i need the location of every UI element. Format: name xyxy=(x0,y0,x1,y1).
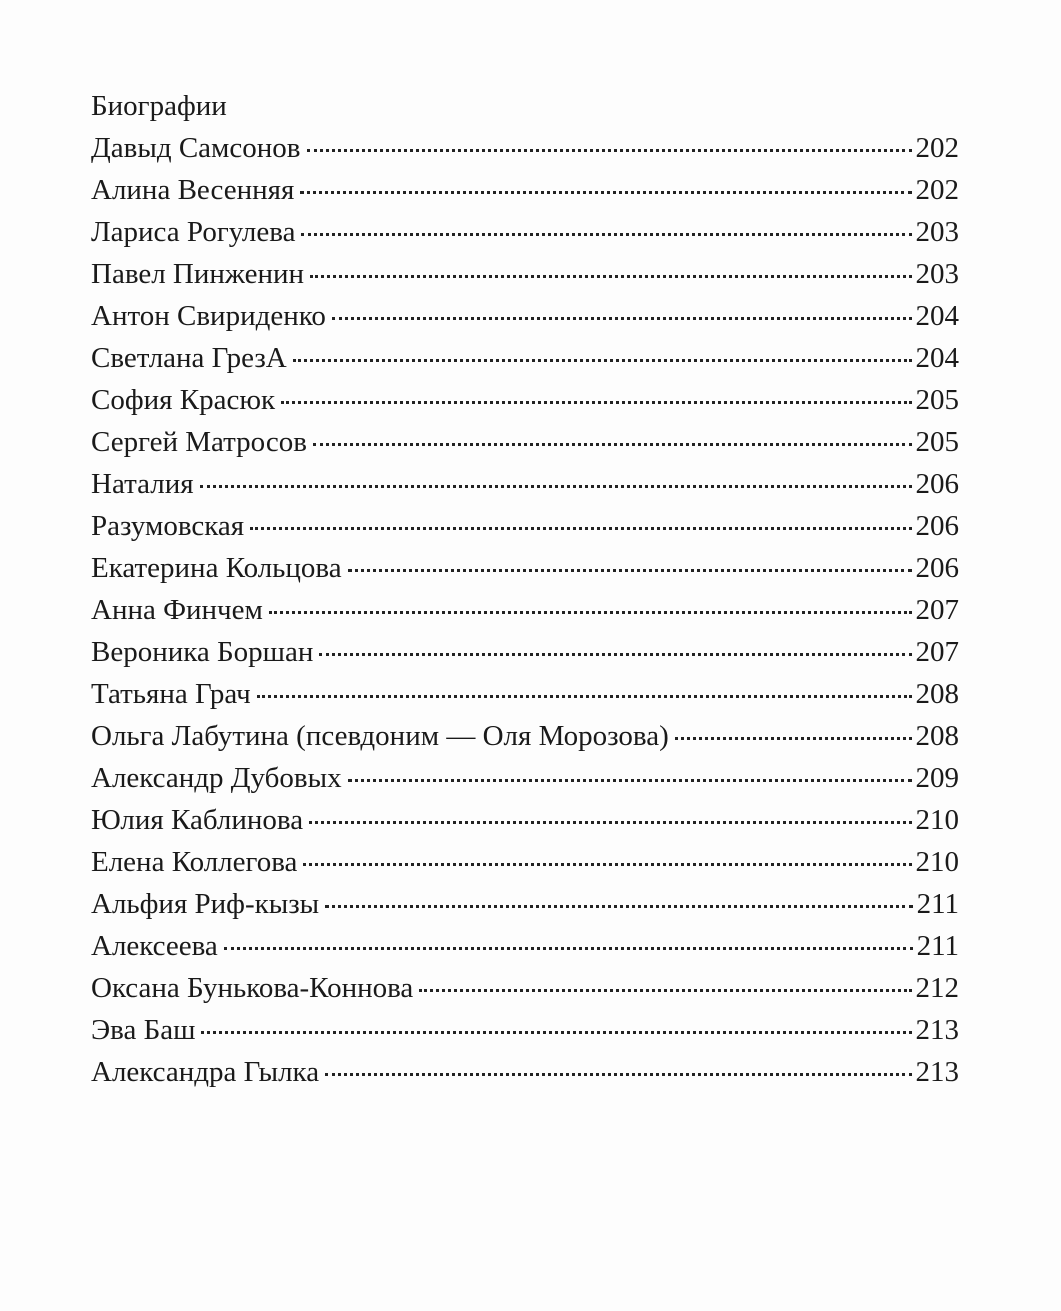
toc-entry xyxy=(91,967,959,1009)
toc-entry xyxy=(91,379,959,421)
dot-leader xyxy=(269,611,912,614)
dot-leader xyxy=(319,653,911,656)
dot-leader xyxy=(419,989,911,992)
toc-entry-name: Сергей Матросов xyxy=(91,426,307,458)
dot-leader xyxy=(675,737,912,740)
toc-entry-name: Юлия Каблинова xyxy=(91,804,304,836)
toc-entry-page-number: 206 xyxy=(915,510,959,542)
toc-entry xyxy=(91,169,959,211)
toc-entry-name: Татьяна Грач xyxy=(91,678,251,710)
toc-entry-page-number: 202 xyxy=(915,174,959,206)
dot-leader xyxy=(307,149,912,152)
toc-entry xyxy=(91,127,959,169)
toc-entry-name: Вероника Боршан xyxy=(91,636,314,668)
toc-entry-name: Эва Баш xyxy=(91,1014,196,1046)
toc-entry-name: Алексеева xyxy=(91,930,218,962)
dot-leader xyxy=(325,1073,911,1076)
toc-entry xyxy=(91,799,959,841)
toc-entry-name: Оксана Бунькова-Коннова xyxy=(91,972,414,1004)
toc-entry-page-number: 206 xyxy=(915,468,959,500)
toc-entry xyxy=(91,841,959,883)
toc-entry-name: София Красюк xyxy=(91,384,276,416)
dot-leader xyxy=(325,905,912,908)
toc-entry-name: Ольга Лабутина (псевдоним — Оля Морозова) xyxy=(91,720,669,752)
toc-entry-page-number: 208 xyxy=(915,678,959,710)
toc-entry-page-number: 205 xyxy=(915,384,959,416)
dot-leader xyxy=(250,527,911,530)
toc-entry-page-number: 211 xyxy=(916,888,959,920)
toc-entry xyxy=(91,547,959,589)
toc-entry-name: Давыд Самсонов xyxy=(91,132,301,164)
toc-entry xyxy=(91,253,959,295)
toc-entry-page-number: 213 xyxy=(915,1056,959,1088)
toc-entry xyxy=(91,211,959,253)
dot-leader xyxy=(348,779,912,782)
dot-leader xyxy=(293,359,912,362)
toc-entry-name: Екатерина Кольцова xyxy=(91,552,342,584)
toc-entry xyxy=(91,463,959,505)
toc-entry xyxy=(91,757,959,799)
toc-entry-page-number: 207 xyxy=(915,636,959,668)
dot-leader xyxy=(300,191,911,194)
toc-entry-name: Лариса Рогулева xyxy=(91,216,296,248)
toc-entry xyxy=(91,295,959,337)
toc-entry-page-number: 209 xyxy=(915,762,959,794)
toc-entry xyxy=(91,673,959,715)
toc-entry xyxy=(91,631,959,673)
toc-entry-name: Павел Пинженин xyxy=(91,258,304,290)
dot-leader xyxy=(200,485,912,488)
dot-leader xyxy=(310,275,912,278)
toc-entry-name: Разумовская xyxy=(91,510,245,542)
toc-entry-name: Антон Свириденко xyxy=(91,300,326,332)
dot-leader xyxy=(348,569,912,572)
toc-entry-name: Елена Коллегова xyxy=(91,846,298,878)
toc-entry xyxy=(91,505,959,547)
toc-entry xyxy=(91,589,959,631)
dot-leader xyxy=(309,821,911,824)
toc-entry xyxy=(91,925,959,967)
section-title: Биографии xyxy=(91,90,227,122)
dot-leader xyxy=(303,863,911,866)
dot-leader xyxy=(313,443,912,446)
toc-entry-name: Светлана ГрезА xyxy=(91,342,287,374)
toc-entry-page-number: 205 xyxy=(915,426,959,458)
toc-entry-name: Александра Гылка xyxy=(91,1056,320,1088)
toc-entry-page-number: 208 xyxy=(915,720,959,752)
toc-entry-page-number: 202 xyxy=(915,132,959,164)
dot-leader xyxy=(224,947,913,950)
toc-entry-name: Наталия xyxy=(91,468,194,500)
toc-entry-name: Альфия Риф-кызы xyxy=(91,888,320,920)
toc-entry-list xyxy=(91,127,959,1093)
toc-entry-page-number: 203 xyxy=(915,216,959,248)
toc-entry-page-number: 204 xyxy=(915,300,959,332)
dot-leader xyxy=(281,401,911,404)
toc-entry-page-number: 204 xyxy=(915,342,959,374)
toc-entry-page-number: 211 xyxy=(916,930,959,962)
toc-entry xyxy=(91,715,959,757)
toc-entry xyxy=(91,1051,959,1093)
dot-leader xyxy=(257,695,912,698)
toc-entry-page-number: 213 xyxy=(915,1014,959,1046)
toc-entry-name: Александр Дубовых xyxy=(91,762,342,794)
toc-entry-page-number: 207 xyxy=(915,594,959,626)
toc-entry-name: Анна Финчем xyxy=(91,594,263,626)
toc-entry xyxy=(91,421,959,463)
toc-entry-page-number: 212 xyxy=(915,972,959,1004)
toc-entry-page-number: 206 xyxy=(915,552,959,584)
toc-entry-page-number: 203 xyxy=(915,258,959,290)
toc-entry xyxy=(91,337,959,379)
toc-entry xyxy=(91,883,959,925)
toc-entry-page-number: 210 xyxy=(915,846,959,878)
dot-leader xyxy=(332,317,912,320)
table-of-contents xyxy=(91,85,959,1093)
toc-entry-page-number: 210 xyxy=(915,804,959,836)
toc-entry xyxy=(91,1009,959,1051)
dot-leader xyxy=(301,233,911,236)
toc-entry-name: Алина Весенняя xyxy=(91,174,295,206)
dot-leader xyxy=(201,1031,911,1034)
